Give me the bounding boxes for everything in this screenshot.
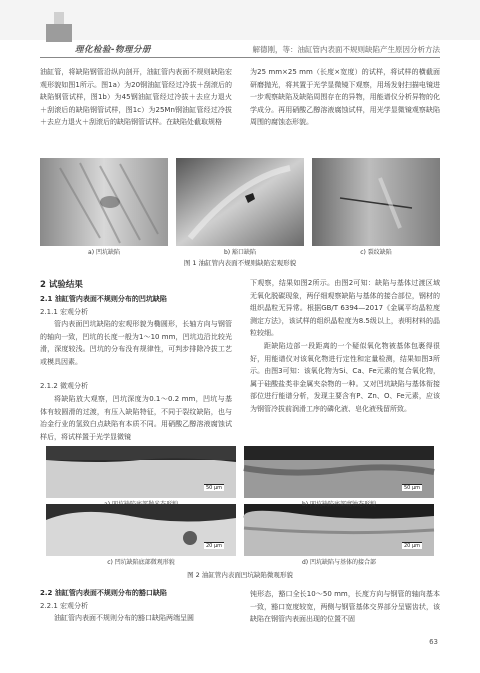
figure-1a-caption: a) 凹坑缺陷 [88, 249, 120, 256]
section-2-1-2-heading: 2.1.2 微观分析 [40, 382, 89, 390]
section-2-1-2-text: 将缺陷放大观察，凹坑深度为0.1～0.2 mm，凹坑与基体有较圆滑的过渡，有压入缺陷特征，不同于裂纹缺陷，也与冶金行业的氢致白点缺陷有本质不同。用硝酸乙醇溶液腐蚀试样后，将试样置于光学显微镜 [40, 395, 232, 441]
section-2-right-column [250, 277, 440, 416]
figure-2-title: 图 2 油缸管内表面凹坑缺陷微观形貌 [187, 571, 293, 579]
header-rule [40, 57, 440, 58]
figure-2c-caption: c) 凹坑缺陷底部微观形貌 [107, 559, 175, 566]
results-paragraph-1: 下观察，结果如图2所示。由图2可知：缺陷与基体过渡区域无氧化脱碳现象，两仔细观察缺陷与基体的接合部位，钢材的组织晶粒无异常。根据GB/T 6394—2017《金属平均晶粒度测定方法》，该试样的组织晶粒度为8.5级以上，表明材料的晶粒较细。 [250, 279, 440, 338]
section-2-2-right-text: 钝形态，豁口全长10～50 mm，长度方向与钢管的轴向基本一致，豁口宽度较宽，两侧与钢管基体交界部分呈锯齿状，该缺陷在钢管内表面出现的位置不固 [250, 590, 440, 624]
results-paragraph-2: 距缺陷边部一段距离的一个疑似氧化物被基体包裹得很好，用能谱仪对该氧化物进行定性和定量检测，结果如图3所示。由图3可知：该氧化物为Si、Ca、Fe元素的复合氧化物，属于硅酸盐类非金属夹杂物的一种。又对凹坑缺陷与基体衔接部位进行能谱分析，发现主要含有P、Zn、O、Fe元素，应该为钢管冷拔前润滑工序的磷化液、皂化液残留所致。 [250, 341, 440, 413]
figure-1b-caption: b) 豁口缺陷 [223, 249, 257, 256]
scale-bar-2d: 20 μm [404, 543, 421, 549]
journal-logo [46, 24, 72, 42]
scale-bar-2a: 50 μm [206, 485, 223, 491]
section-2-1-1-heading: 2.1.1 宏观分析 [40, 308, 89, 316]
figure-1-title: 图 1 油缸管内表面不规则缺陷宏观形貌 [183, 259, 297, 267]
figure-1c-caption: c) 裂纹缺陷 [360, 249, 392, 256]
scale-bar-2c: 20 μm [206, 543, 223, 549]
journal-name: 理化检验-物理分册 [75, 45, 152, 55]
section-2-1-heading: 2.1 油缸管内表面不规则分布的凹坑缺陷 [40, 295, 167, 303]
intro-right-paragraph: 为25 mm×25 mm（长度×宽度）的试样，将试样的横截面研磨抛光，将其置于光学显微镜下观察，用场发射扫描电镜进一步观察缺陷及缺陷周围存在的异物，用能谱仪分析异物的化学成分。再用硝酸乙醇溶液腐蚀试样，用光学显微镜观察缺陷周围的腐蚀态形貌。 [250, 68, 440, 127]
section-2-heading: 2 试验结果 [40, 280, 83, 290]
section-2-2-heading: 2.2 油缸管内表面不规则分布的豁口缺陷 [40, 589, 167, 597]
intro-left-paragraph: 油缸管，将缺陷钢管沿纵向剖开，油缸管内表面不规则缺陷宏观形貌如图1所示。图1a）为20钢油缸管经过冷拔＋刮滚后的缺陷钢管试样，图1b）为45钢油缸管经过冷拔＋去应力退火＋刮滚后的缺陷钢管试样，图1c）为25Mn钢油缸管经过冷拔＋去应力退火＋刮滚后的缺陷钢管试样。在缺陷处截取规格 [40, 68, 232, 127]
section-2-2-1-text: 油缸管内表面不规则分布的豁口缺陷两端呈圆 [54, 614, 194, 622]
header-band [0, 0, 480, 40]
figure-2b-caption: b) 凹坑缺陷底部腐蚀态形貌 [301, 501, 377, 508]
running-title: 解德刚，等：油缸管内表面不规则缺陷产生原因分析方法 [252, 45, 440, 54]
page-number: 63 [429, 638, 438, 646]
figure-2d-caption: d) 凹坑缺陷与基体的接合部 [301, 559, 377, 566]
section-2-2-1-heading: 2.2.1 宏观分析 [40, 602, 89, 610]
figure-1b-photo [176, 158, 304, 246]
scale-bar-2b: 50 μm [404, 485, 421, 491]
figure-1c-photo [312, 158, 440, 246]
figure-1a-photo [40, 158, 168, 246]
figure-2a-caption: a) 凹坑缺陷底部抛光态形貌 [104, 501, 178, 508]
section-2-1-1-text: 管内表面凹坑缺陷的宏观形貌为椭圆形，长轴方向与钢管的轴向一致，凹坑的长度一般为1～10 mm，凹坑边沿比较光滑，深度较浅。凹坑的分布没有规律性，可判步排除冷拔工艺或模具因素。 [40, 320, 232, 366]
